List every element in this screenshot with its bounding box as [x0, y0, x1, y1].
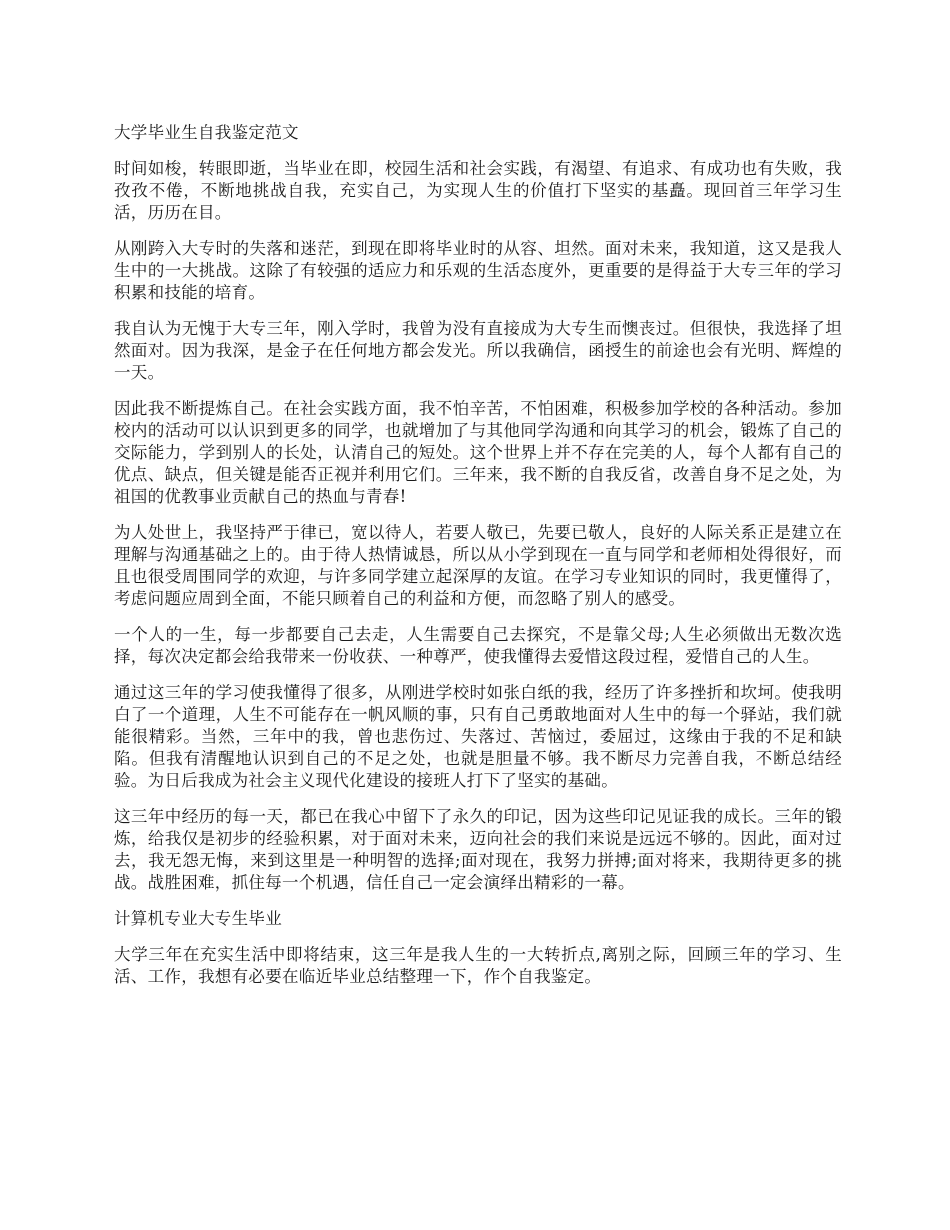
section-subtitle: 计算机专业大专生毕业	[114, 909, 282, 928]
paragraph: 通过这三年的学习使我懂得了很多，从刚进学校时如张白纸的我，经历了许多挫折和坎坷。使我明白了一个道理，人生不可能存在一帆风顺的事，只有自己勇敢地面对人生中的每一个驿站，我们就能很精彩。当然，三年中的我，曾也悲伤过、失落过、苦恼过，委屈过，这缘由于我的不足和缺陷。但我有清醒地认识到自己的不足之处，也就是胆量不够。我不断尽力完善自我，不断总结经验。为日后我成为社会主义现代化建设的接班人打下了坚实的基础。	[114, 683, 842, 790]
paragraph: 一个人的一生，每一步都要自己去走，人生需要自己去探究，不是靠父母;人生必须做出无数次选择，每次决定都会给我带来一份收获、一种尊严，使我懂得去爱惜这段过程，爱惜自己的人生。	[114, 625, 842, 666]
paragraph: 从刚跨入大专时的失落和迷茫，到现在即将毕业时的从容、坦然。面对未来，我知道，这又是我人生中的一大挑战。这除了有较强的适应力和乐观的生活态度外，更重要的是得益于大专三年的学习积累和技能的培育。	[114, 239, 842, 302]
document-title: 大学毕业生自我鉴定范文	[114, 123, 299, 142]
paragraph: 因此我不断提炼自己。在社会实践方面，我不怕辛苦，不怕困难，积极参加学校的各种活动。参加校内的活动可以认识到更多的同学，也就增加了与其他同学沟通和向其学习的机会，锻炼了自己的交际能力，学到别人的长处，认清自己的短处。这个世界上并不存在完美的人，每个人都有自己的优点、缺点，但关键是能否正视并利用它们。三年来，我不断的自我反省，改善自身不足之处，为祖国的优教事业贡献自己的热血与青春!	[114, 399, 842, 506]
paragraph: 时间如梭，转眼即逝，当毕业在即，校园生活和社会实践，有渴望、有追求、有成功也有失败，我孜孜不倦，不断地挑战自我，充实自己，为实现人生的价值打下坚实的基矗。现回首三年学习生活，历历在目。	[114, 159, 842, 222]
document-page	[114, 122, 842, 1002]
paragraph: 这三年中经历的每一天，都已在我心中留下了永久的印记，因为这些印记见证我的成长。三年的锻炼，给我仅是初步的经验积累，对于面对未来，迈向社会的我们来说是远远不够的。因此，面对过去，我无怨无悔，来到这里是一种明智的选择;面对现在，我努力拼搏;面对将来，我期待更多的挑战。战胜困难，抓住每一个机遇，信任自己一定会演绎出精彩的一幕。	[114, 807, 842, 892]
paragraph: 为人处世上，我坚持严于律已，宽以待人，若要人敬已，先要已敬人，良好的人际关系正是建立在理解与沟通基础之上的。由于待人热情诚恳，所以从小学到现在一直与同学和老师相处得很好，而且也很受周围同学的欢迎，与许多同学建立起深厚的友谊。在学习专业知识的同时，我更懂得了，考虑问题应周到全面，不能只顾着自己的利益和方便，而忽略了别人的感受。	[114, 523, 842, 608]
closing-paragraph: 大学三年在充实生活中即将结束，这三年是我人生的一大转折点,离别之际，回顾三年的学习、生活、工作，我想有必要在临近毕业总结整理一下，作个自我鉴定。	[114, 945, 842, 986]
paragraph: 我自认为无愧于大专三年，刚入学时，我曾为没有直接成为大专生而懊丧过。但很快，我选择了坦然面对。因为我深，是金子在任何地方都会发光。所以我确信，函授生的前途也会有光明、辉煌的一天。	[114, 319, 842, 382]
